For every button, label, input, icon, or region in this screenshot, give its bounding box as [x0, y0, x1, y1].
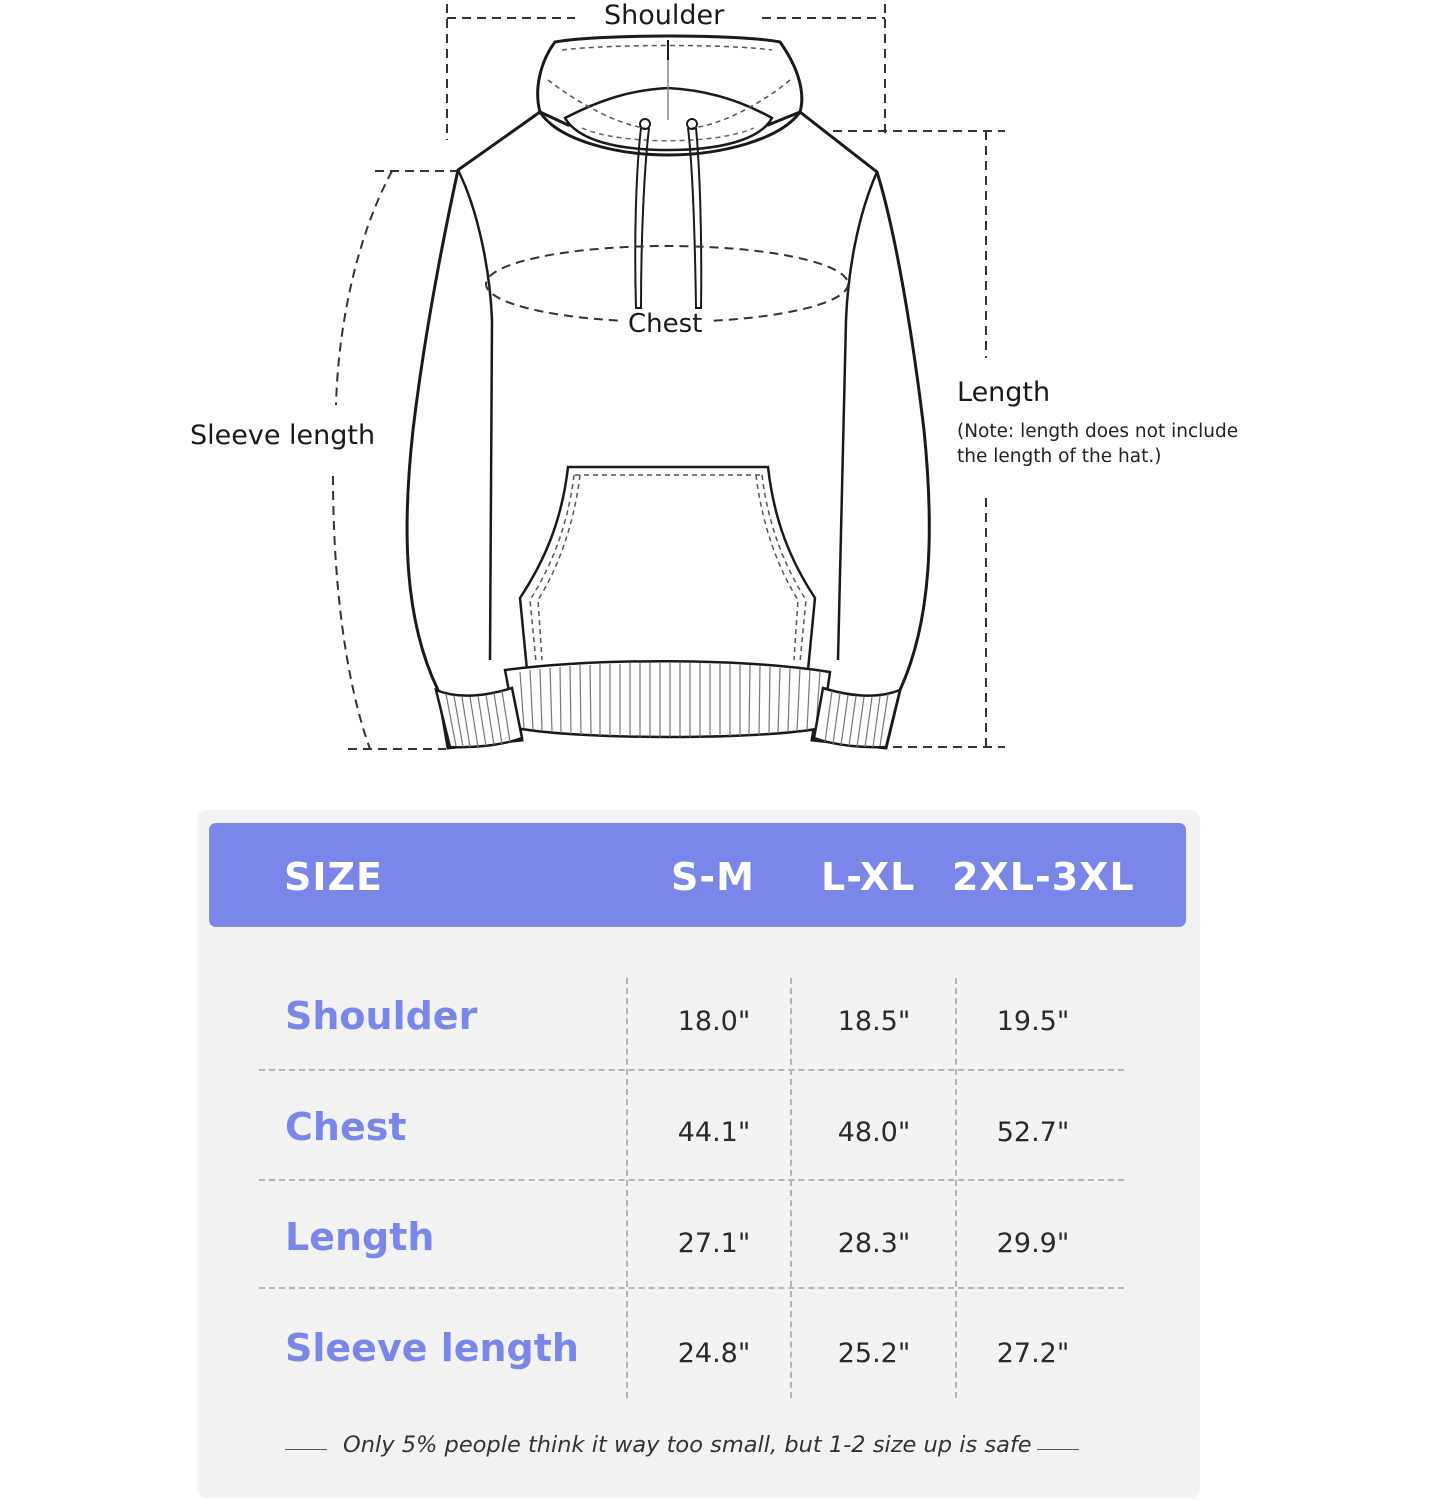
column-divider: [626, 978, 628, 1398]
row-label: Shoulder: [285, 994, 478, 1038]
footnote-dash-right: [1037, 1449, 1079, 1450]
header-2xl-3xl: 2XL-3XL: [952, 855, 1135, 899]
table-cell: 44.1": [677, 1117, 751, 1148]
length-note: (Note: length does not include the length of the hat.): [957, 421, 1239, 467]
sleeve-length-label: Sleeve length: [190, 420, 376, 451]
column-divider: [955, 978, 957, 1398]
table-cell: 27.2": [996, 1338, 1070, 1369]
column-divider: [790, 978, 792, 1398]
table-cell: 52.7": [996, 1117, 1070, 1148]
row-label: Length: [285, 1215, 435, 1259]
table-cell: 18.0": [677, 1006, 751, 1037]
table-cell: 28.3": [837, 1228, 911, 1259]
header-s-m: S-M: [671, 855, 755, 899]
footnote-dash-left: [285, 1449, 327, 1450]
table-cell: 19.5": [996, 1006, 1070, 1037]
sizing-footnote: [285, 1432, 1080, 1468]
chest-label: Chest: [622, 309, 708, 339]
table-cell: 27.1": [677, 1228, 751, 1259]
row-label: Sleeve length: [285, 1326, 579, 1370]
hem-ribbing: [505, 661, 830, 737]
footnote-text: Only 5% people think it way too small, but 1-2 size up is safe: [343, 1432, 1032, 1458]
table-cell: 48.0": [837, 1117, 911, 1148]
header-l-xl: L-XL: [821, 855, 916, 899]
table-cell: 25.2": [837, 1338, 911, 1369]
header-size: SIZE: [284, 855, 384, 899]
length-label: Length: [957, 377, 1051, 408]
row-divider: [259, 1179, 1124, 1181]
table-cell: 18.5": [837, 1006, 911, 1037]
shoulder-label: Shoulder: [596, 0, 732, 31]
table-cell: 24.8": [677, 1338, 751, 1369]
row-divider: [259, 1069, 1124, 1071]
row-divider: [259, 1287, 1124, 1289]
table-cell: 29.9": [996, 1228, 1070, 1259]
row-label: Chest: [285, 1105, 407, 1149]
size-table-header: [209, 823, 1186, 927]
kangaroo-pocket: [520, 467, 815, 670]
